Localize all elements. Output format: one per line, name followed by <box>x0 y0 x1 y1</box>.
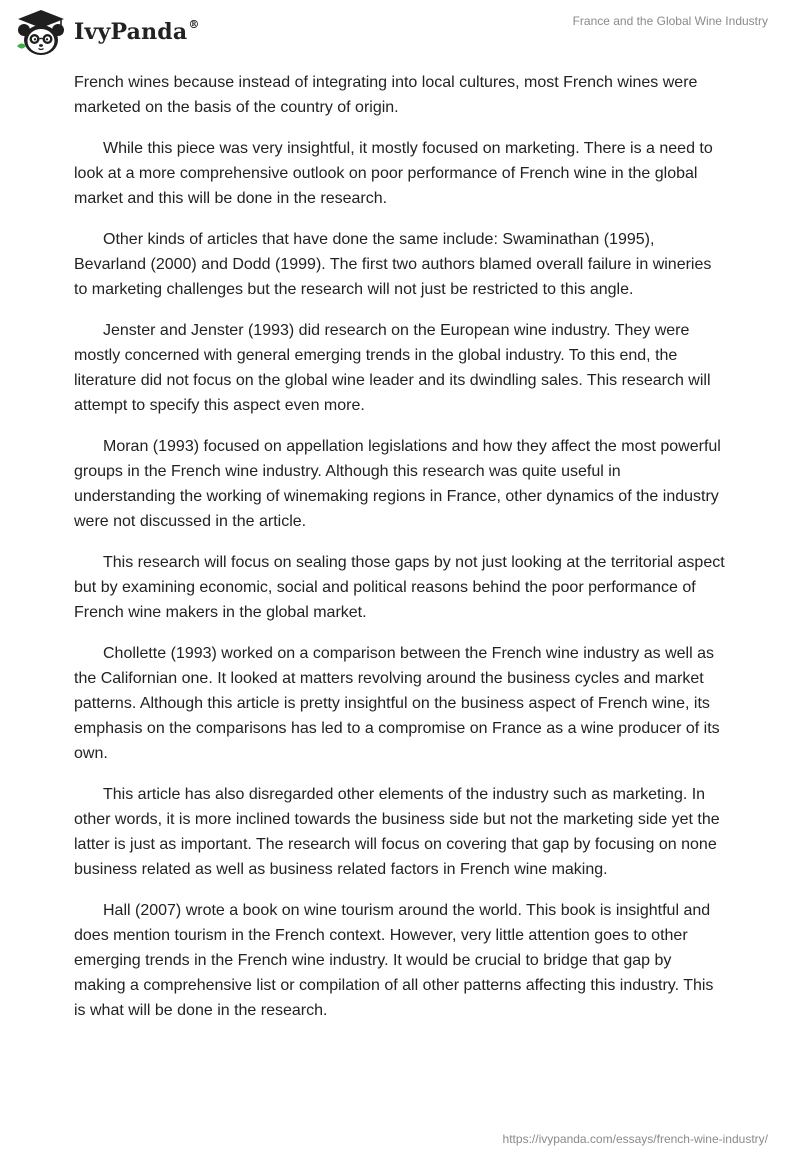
page-header <box>0 0 800 70</box>
panda-graduate-icon <box>14 8 68 58</box>
paragraph-8: This article has also disregarded other elements of the industry such as marketing. In other words, it is more inclined towards the business side but not the marketing side yet the latter is just as important. The research will focus on covering that gap by focusing on none business related as well as business related factors in French wine making. <box>74 786 720 878</box>
paragraph-7: Chollette (1993) worked on a comparison between the French wine industry as well as the Californian one. It looked at matters revolving around the business cycles and market patterns. Although this article is pretty insightful on the business aspect of French wine, its emphasis on the comparisons has led to a compromise on France as a wine producer of its own. <box>74 645 720 762</box>
source-url-link[interactable]: https://ivypanda.com/essays/french-wine-industry/ <box>502 1132 768 1146</box>
paragraph-2: While this piece was very insightful, it mostly focused on marketing. There is a need to look at a more comprehensive outlook on poor performance of French wine in the global market and this will be done in the research. <box>74 140 713 207</box>
paragraph-3: Other kinds of articles that have done the same include: Swaminathan (1995), Bevarland (2000) and Dodd (1999). The first two authors blamed overall failure in wineries to marketing challenges but the research will not just be restricted to this angle. <box>74 231 712 298</box>
paragraph-1: French wines because instead of integrating into local cultures, most French wines were marketed on the basis of the country of origin. <box>74 74 698 116</box>
paragraph-6: This research will focus on sealing those gaps by not just looking at the territorial aspect but by examining economic, social and political reasons behind the poor performance of French wine makers in the global market. <box>74 554 725 621</box>
paragraph-4: Jenster and Jenster (1993) did research on the European wine industry. They were mostly concerned with general emerging trends in the global industry. To this end, the literature did not focus on the global wine leader and its dwindling sales. This research will attempt to specify this aspect even more. <box>74 322 711 414</box>
paragraph-9: Hall (2007) wrote a book on wine tourism around the world. This book is insightful and does mention tourism in the French context. However, very little attention goes to other emerging trends in the French wine industry. It would be crucial to bridge that gap by making a comprehensive list or compilation of all other patterns affecting this industry. This is what will be done in the research. <box>74 902 714 1019</box>
essay-body <box>74 70 726 1039</box>
ivypanda-logo[interactable] <box>14 8 200 58</box>
brand-name <box>74 19 200 45</box>
running-title: France and the Global Wine Industry <box>572 14 768 28</box>
brand-name-text: IvyPanda <box>74 19 188 45</box>
registered-mark: ® <box>188 17 200 31</box>
paragraph-5: Moran (1993) focused on appellation legislations and how they affect the most powerful groups in the French wine industry. Although this research was quite useful in understanding the working of winemaking regions in France, other dynamics of the industry were not discussed in the article. <box>74 438 721 530</box>
